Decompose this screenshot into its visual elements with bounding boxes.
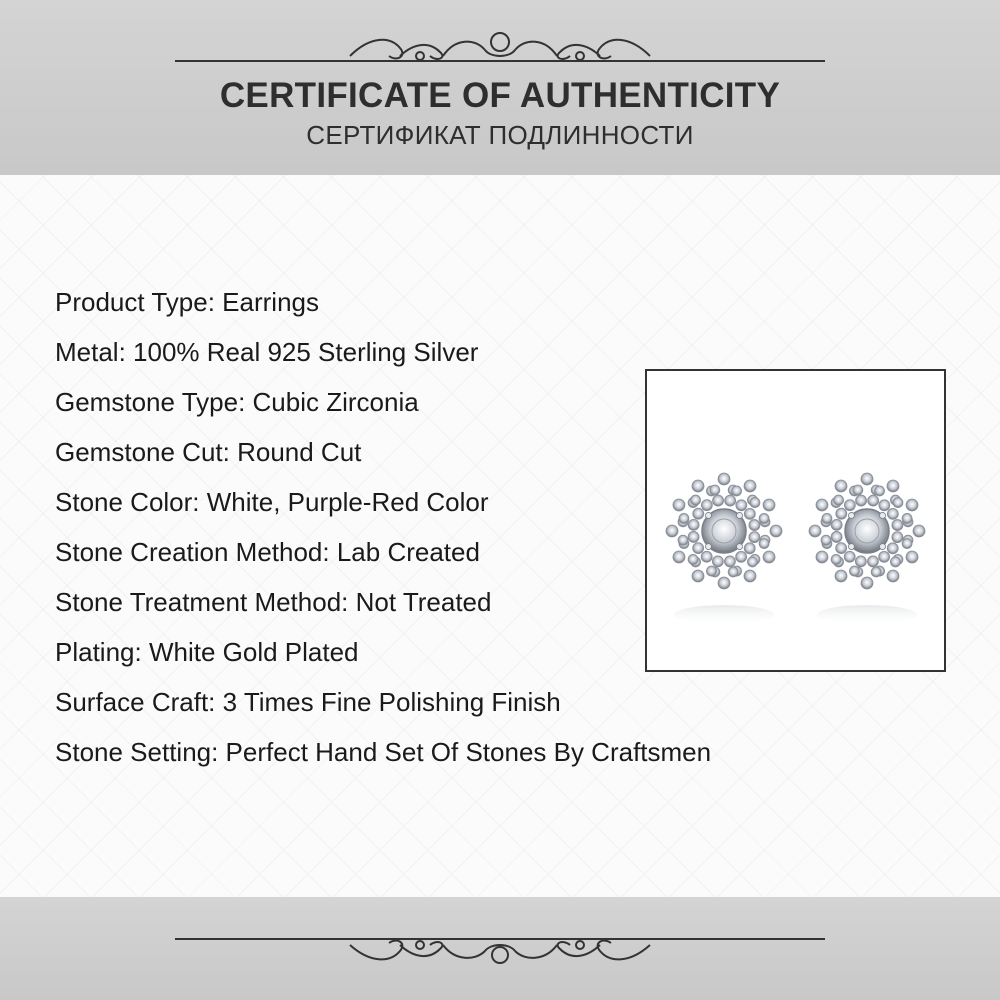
scroll-ornament-icon	[175, 925, 825, 965]
reflection-right	[817, 605, 917, 625]
footer-band	[0, 897, 1000, 1000]
spec-gemstone-cut: Gemstone Cut: Round Cut	[55, 437, 362, 467]
scroll-ornament-icon	[175, 28, 825, 68]
product-photo-frame	[645, 369, 946, 672]
certificate-title: CERTIFICATE OF AUTHENTICITY	[219, 76, 781, 115]
spec-metal: Metal: 100% Real 925 Sterling Silver	[55, 337, 479, 367]
earring-right	[809, 473, 925, 589]
header-band	[0, 0, 1000, 175]
spec-plating: Plating: White Gold Plated	[55, 637, 359, 667]
earring-left	[666, 473, 782, 589]
spec-stone-color: Stone Color: White, Purple-Red Color	[55, 487, 489, 517]
spec-stone-setting: Stone Setting: Perfect Hand Set Of Stones By Craftsmen	[55, 737, 712, 767]
spec-product-type: Product Type: Earrings	[55, 287, 319, 317]
flower-stud-earring-icon	[647, 371, 944, 670]
spec-stone-treatment: Stone Treatment Method: Not Treated	[55, 587, 492, 617]
spec-gemstone-type: Gemstone Type: Cubic Zirconia	[55, 387, 419, 417]
certificate-subtitle: СЕРТИФИКАТ ПОДЛИННОСТИ	[306, 120, 694, 150]
spec-surface-craft: Surface Craft: 3 Times Fine Polishing Finish	[55, 687, 561, 717]
spec-stone-creation: Stone Creation Method: Lab Created	[55, 537, 480, 567]
reflection-left	[674, 605, 774, 625]
spec-list	[55, 282, 711, 782]
